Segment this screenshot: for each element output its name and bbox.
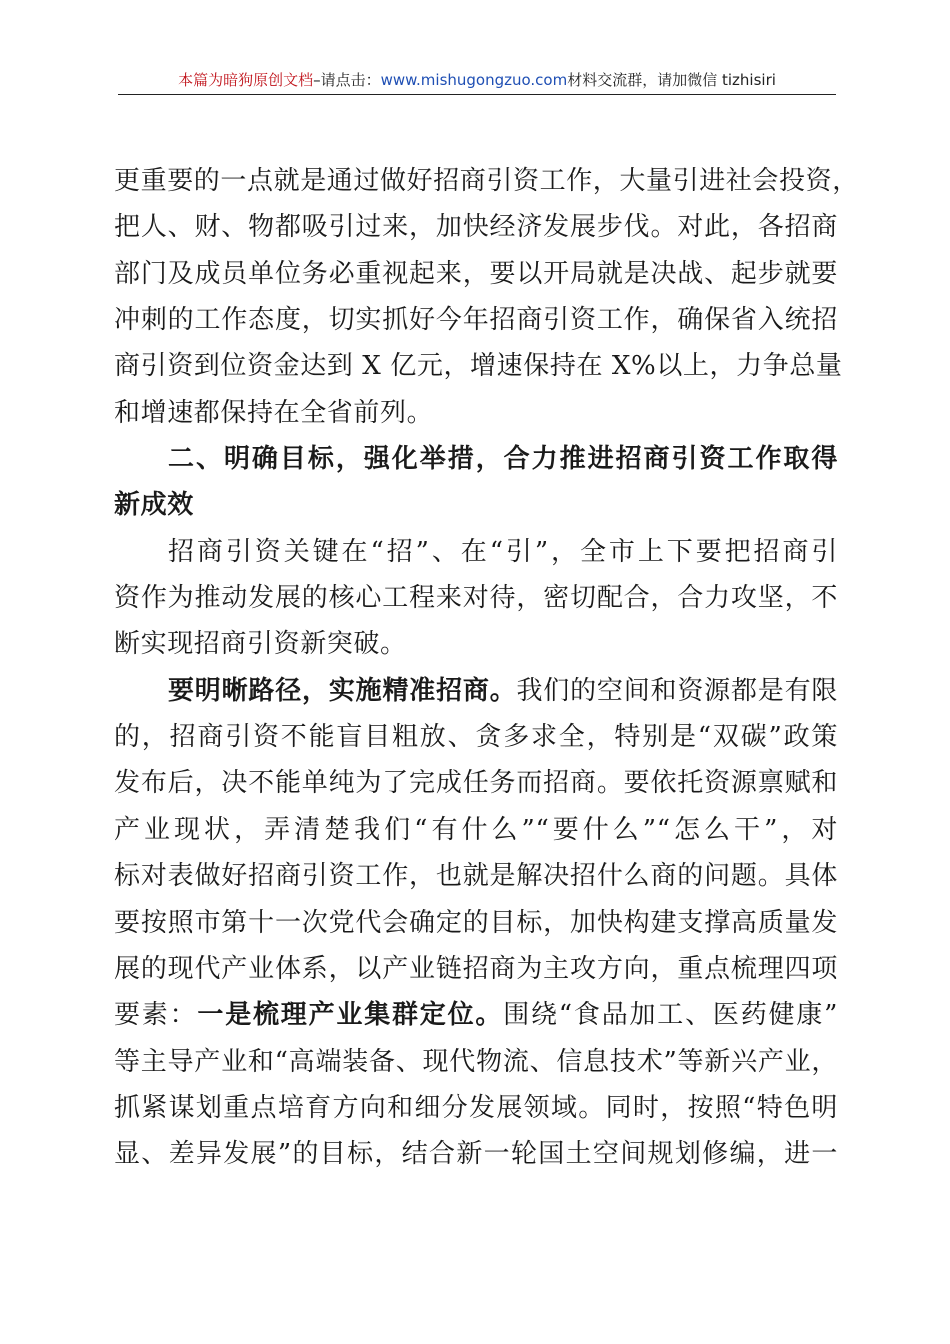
text-line xyxy=(114,1131,838,1177)
text-line xyxy=(114,1039,838,1085)
text-line xyxy=(114,251,838,297)
text-segment: 抓紧谋划重点培育方向和细分发展领域。同时，按照“特色明 xyxy=(114,1092,838,1123)
text-line xyxy=(114,529,838,575)
text-line xyxy=(114,760,838,806)
text-segment: 商引资到位资金达到 X 亿元，增速保持在 X%以上，力争总量 xyxy=(114,351,843,382)
text-line xyxy=(114,390,838,436)
text-segment: 断实现招商引资新突破。 xyxy=(114,629,407,660)
text-segment: 部门及成员单位务必重视起来，要以开局就是决战、起步就要 xyxy=(114,258,838,289)
text-line xyxy=(114,853,838,899)
text-segment: 把人、财、物都吸引过来，加快经济发展步伐。对此，各招商 xyxy=(114,212,838,243)
bold-text-segment: 要明晰路径，实施精准招商。 xyxy=(168,675,517,706)
text-segment: 的，招商引资不能盲目粗放、贪多求全，特别是“双碳”政策 xyxy=(114,722,838,753)
text-segment: 资作为推动发展的核心工程来对待，密切配合，合力攻坚，不 xyxy=(114,583,838,614)
text-line xyxy=(114,992,838,1038)
text-segment: 围绕“食品加工、医药健康” xyxy=(503,1000,838,1031)
text-segment: 标对表做好招商引资工作，也就是解决招什么商的问题。具体 xyxy=(114,861,838,892)
text-line xyxy=(114,297,838,343)
text-line xyxy=(114,668,838,714)
text-line xyxy=(114,1085,838,1131)
header-website-link[interactable]: www.mishugongzuo.com xyxy=(380,71,568,89)
text-segment: 等主导产业和“高端装备、现代物流、信息技术”等新兴产业， xyxy=(114,1046,838,1077)
text-line xyxy=(114,575,838,621)
bold-text-segment: 新成效 xyxy=(114,490,194,521)
text-segment: 冲刺的工作态度，切实抓好今年招商引资工作，确保省入统招 xyxy=(114,305,838,336)
text-line xyxy=(114,204,838,250)
text-segment: 招商引资关键在“招”、在“引”，全市上下要把招商引 xyxy=(168,536,838,567)
text-line xyxy=(114,900,838,946)
text-segment: 我们的空间和资源都是有限 xyxy=(516,675,838,706)
bold-text-segment: 二、明确目标，强化举措，合力推进招商引资工作取得 xyxy=(168,444,838,475)
text-line xyxy=(114,482,838,528)
text-segment: 发布后，决不能单纯为了完成任务而招商。要依托资源禀赋和 xyxy=(114,768,838,799)
text-line xyxy=(114,946,838,992)
text-segment: 更重要的一点就是通过做好招商引资工作，大量引进社会投资， xyxy=(114,166,859,196)
header-wechat-note: 材料交流群，请加微信 tizhisiri xyxy=(567,71,776,89)
text-line xyxy=(114,807,838,853)
text-line xyxy=(114,714,838,760)
text-segment: 要按照市第十一次党代会确定的目标，加快构建支撑高质量发 xyxy=(114,907,838,938)
header-original-label: 本篇为暗狗原创文档 xyxy=(178,71,314,89)
text-line xyxy=(114,621,838,667)
text-line xyxy=(114,343,843,389)
text-segment: 要素： xyxy=(114,1000,198,1031)
text-line xyxy=(114,436,838,482)
text-line xyxy=(114,158,859,204)
document-body xyxy=(114,158,859,1178)
text-segment: 展的现代产业体系，以产业链招商为主攻方向，重点梳理四项 xyxy=(114,953,838,984)
page-header xyxy=(118,66,836,95)
text-segment: 显、差异发展”的目标，结合新一轮国土空间规划修编，进一 xyxy=(114,1139,838,1170)
text-segment: 和增速都保持在全省前列。 xyxy=(114,397,434,428)
header-click-prompt: –请点击： xyxy=(313,71,381,89)
bold-text-segment: 一是梳理产业集群定位。 xyxy=(197,1000,504,1031)
text-segment: 产业现状，弄清楚我们“有什么”“要什么”“怎么干”，对 xyxy=(114,814,838,845)
